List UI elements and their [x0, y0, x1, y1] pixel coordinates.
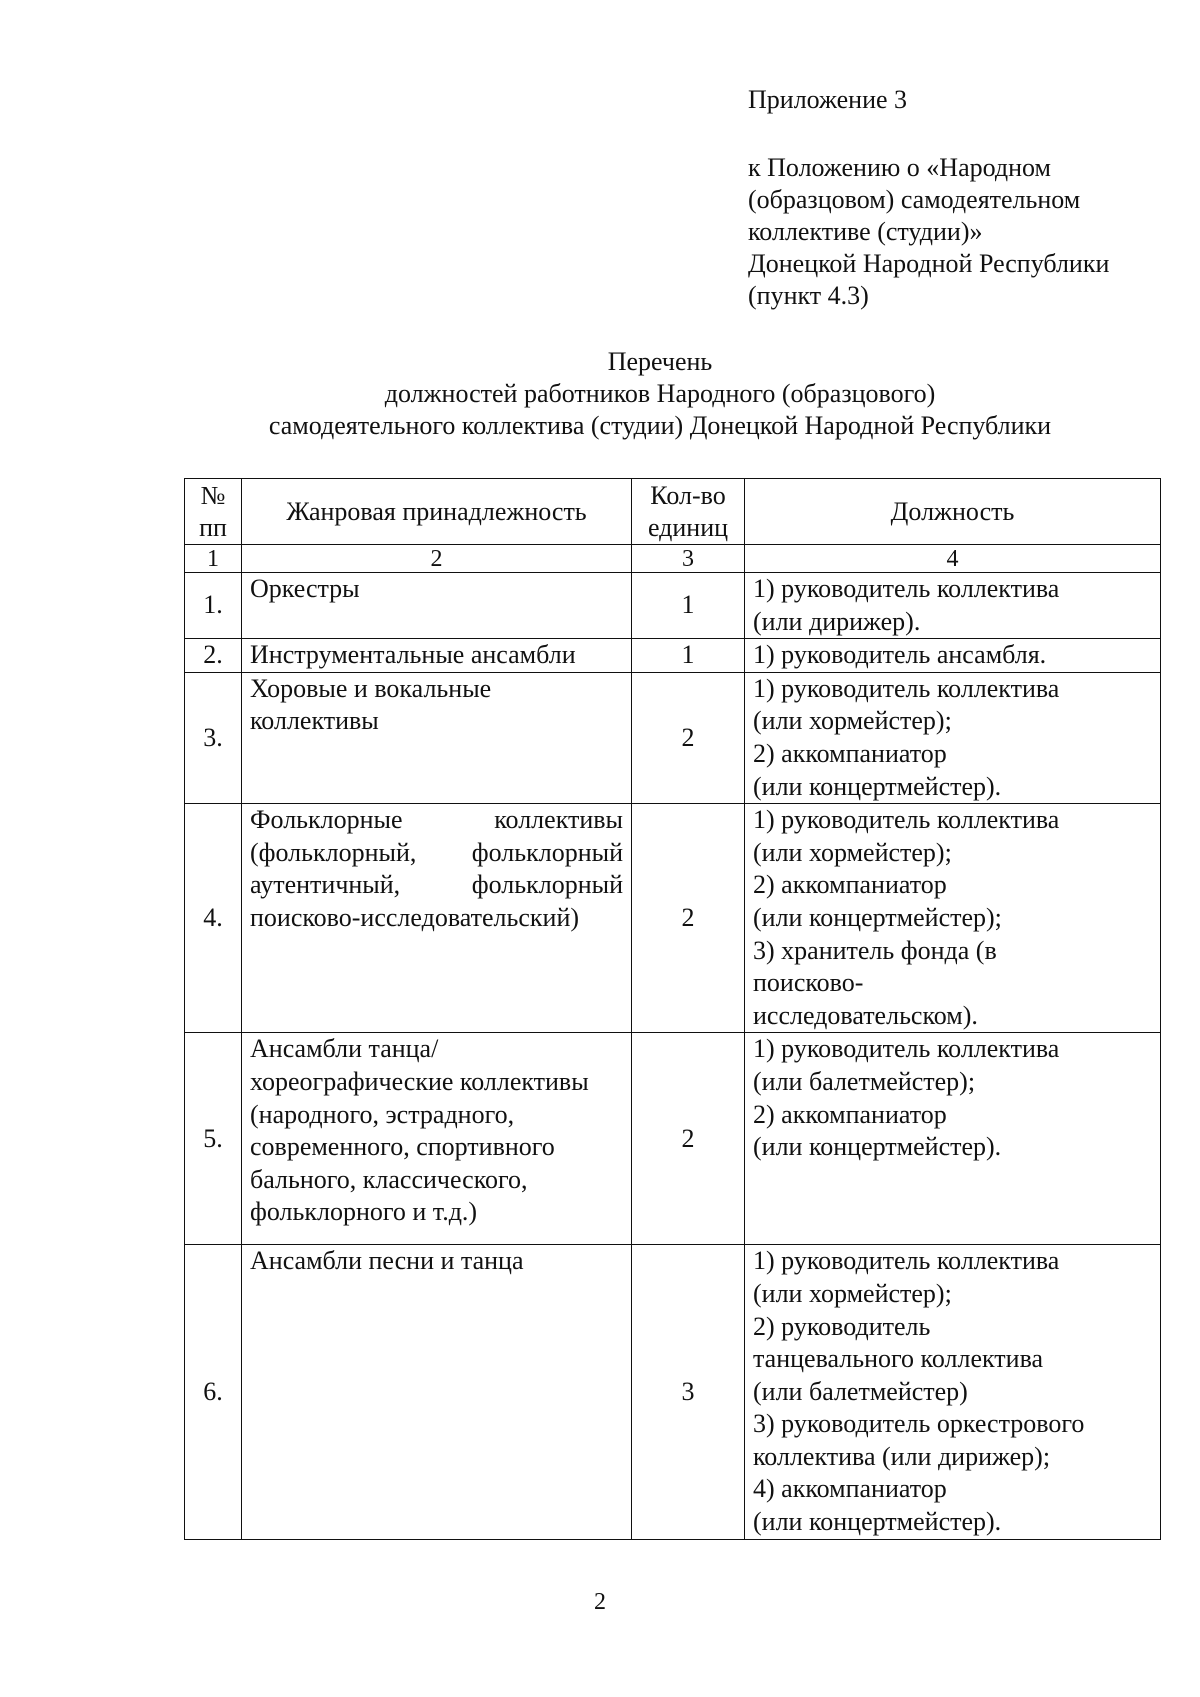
appendix-line: Донецкой Народной Республики — [748, 249, 1110, 278]
row-number: 5. — [185, 1033, 242, 1245]
position-line: 2) аккомпаниатор — [753, 870, 947, 900]
column-number-row — [185, 545, 1161, 573]
column-number: 2 — [242, 545, 632, 573]
position-line: коллектива (или дирижер); — [753, 1441, 1051, 1471]
position-line: танцевального коллектива — [753, 1344, 1044, 1374]
appendix-line: (пункт 4.3) — [748, 281, 869, 310]
position-line: 1) руководитель коллектива — [753, 574, 1060, 603]
table-row — [185, 804, 1161, 1033]
header-num: № пп — [185, 479, 242, 545]
position-line: 1) руководитель коллектива — [753, 1246, 1060, 1276]
column-number: 3 — [632, 545, 745, 573]
row-genre: Хоровые и вокальные коллективы — [242, 672, 632, 803]
position-line: 3) хранитель фонда (в — [753, 935, 997, 965]
row-count: 3 — [632, 1245, 745, 1539]
table-row — [185, 1245, 1161, 1539]
position-line: 2) аккомпаниатор — [753, 738, 947, 768]
row-number: 6. — [185, 1245, 242, 1539]
position-line: 1) руководитель коллектива — [753, 673, 1060, 703]
appendix-block — [748, 84, 1109, 312]
position-line: (или дирижер). — [753, 606, 921, 636]
heading-line: должностей работников Народного (образцового) — [384, 379, 936, 408]
position-line: (или балетмейстер) — [753, 1376, 968, 1406]
row-positions — [745, 1245, 1161, 1539]
position-line: исследовательском). — [753, 1000, 978, 1030]
row-count: 1 — [632, 639, 745, 673]
row-positions — [745, 804, 1161, 1033]
row-count: 2 — [632, 1033, 745, 1245]
position-line: 2) аккомпаниатор — [753, 1099, 947, 1129]
position-line: (или концертмейстер). — [753, 1507, 1002, 1537]
table-row — [185, 639, 1161, 673]
header-genre: Жанровая принадлежность — [242, 479, 632, 545]
heading-line: самодеятельного коллектива (студии) Донецкой Народной Республики — [268, 411, 1052, 440]
position-line: поисково- — [753, 968, 864, 998]
positions-table — [184, 478, 1161, 1540]
position-line: 3) руководитель оркестрового — [753, 1409, 1085, 1439]
row-genre: Оркестры — [242, 573, 632, 639]
row-count: 1 — [632, 573, 745, 639]
row-positions — [745, 573, 1161, 639]
row-positions — [745, 672, 1161, 803]
position-line: (или концертмейстер); — [753, 902, 1002, 932]
row-number: 4. — [185, 804, 242, 1033]
row-count: 2 — [632, 672, 745, 803]
row-count: 2 — [632, 804, 745, 1033]
column-number: 1 — [185, 545, 242, 573]
document-heading — [200, 346, 1120, 442]
position-line: (или хормейстер); — [753, 706, 952, 736]
table-row — [185, 573, 1161, 639]
row-positions — [745, 1033, 1161, 1245]
row-genre: Ансамбли танца/хореографические коллективы (народного, эстрадного, современного, спортивного бального, классического, фольклорного и т.д.) — [242, 1033, 632, 1245]
row-number: 3. — [185, 672, 242, 803]
row-positions — [745, 639, 1161, 673]
position-line: (или концертмейстер). — [753, 1132, 1002, 1162]
column-number: 4 — [745, 545, 1161, 573]
position-line: (или хормейстер); — [753, 1278, 952, 1308]
row-number: 2. — [185, 639, 242, 673]
row-number: 1. — [185, 573, 242, 639]
header-position: Должность — [745, 479, 1161, 545]
page-number: 2 — [594, 1589, 606, 1615]
table-row — [185, 1033, 1161, 1245]
appendix-line: (образцовом) самодеятельном — [748, 185, 1081, 214]
table-row — [185, 672, 1161, 803]
row-genre: Фольклорные коллективы (фольклорный, фольклорный аутентичный, фольклорный поисково-исследовательский) — [242, 804, 632, 1033]
heading-line: Перечень — [607, 347, 713, 376]
appendix-line: к Положению о «Народном — [748, 153, 1051, 182]
position-line: (или балетмейстер); — [753, 1066, 976, 1096]
position-line: 2) руководитель — [753, 1311, 931, 1341]
position-line: (или концертмейстер). — [753, 771, 1002, 801]
position-line: 1) руководитель ансамбля. — [753, 640, 1047, 670]
header-count: Кол-во единиц — [632, 479, 745, 545]
appendix-title: Приложение 3 — [748, 85, 908, 114]
position-line: 4) аккомпаниатор — [753, 1474, 947, 1504]
row-genre: Инструментальные ансамбли — [242, 639, 632, 673]
position-line: 1) руководитель коллектива — [753, 805, 1060, 835]
table-header-row — [185, 479, 1161, 545]
position-line: (или хормейстер); — [753, 837, 952, 867]
appendix-line: коллективе (студии)» — [748, 217, 983, 246]
row-genre: Ансамбли песни и танца — [242, 1245, 632, 1539]
position-line: 1) руководитель коллектива — [753, 1034, 1060, 1064]
